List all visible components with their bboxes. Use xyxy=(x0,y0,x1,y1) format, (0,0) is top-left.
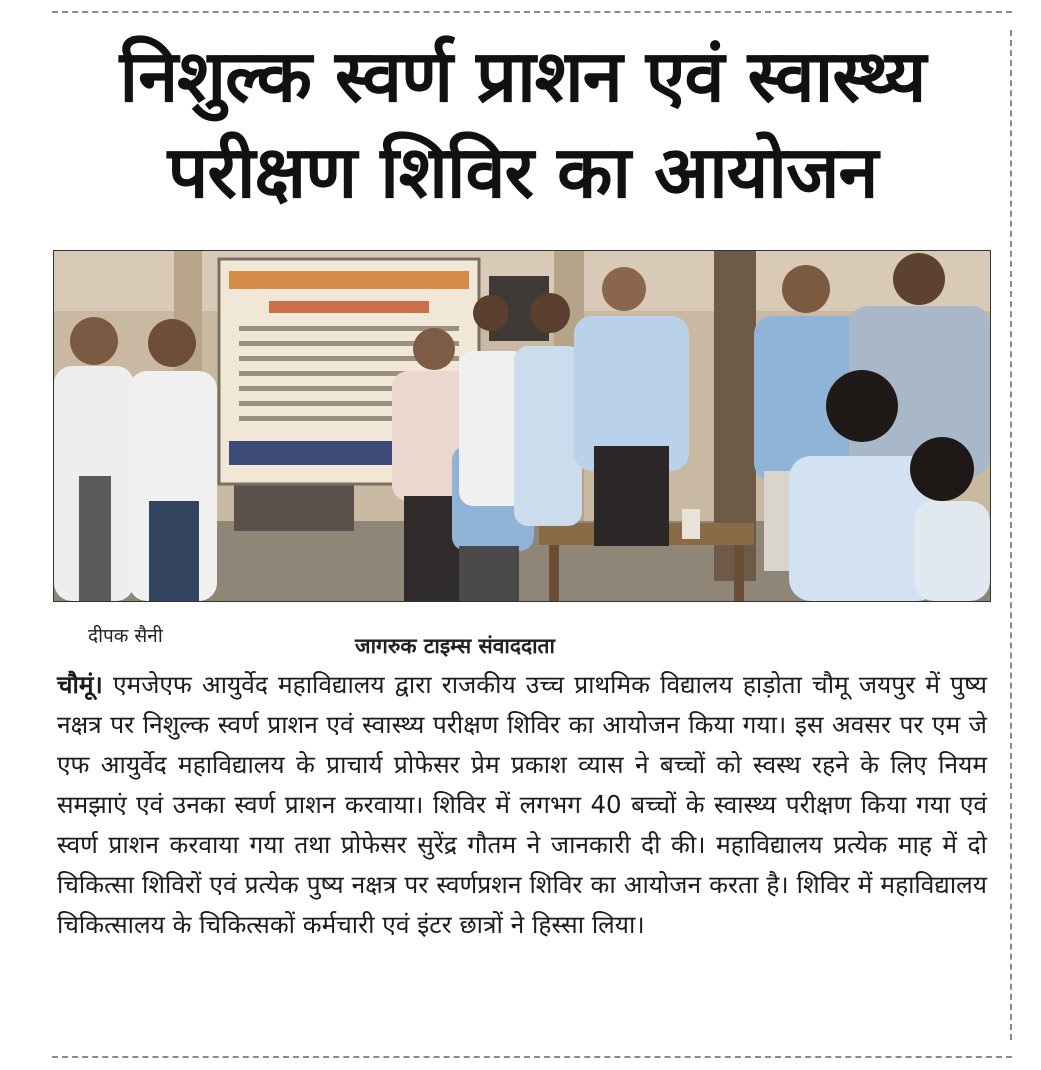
article-paragraph: एमजेएफ आयुर्वेद महाविद्यालय द्वारा राजकीय उच्च प्राथमिक विद्यालय हाड़ोता चौमू जयपुर में पुष्य नक्षत्र पर निशुल्क स्वर्ण प्राशन एवं स्वास्थ्य परीक्षण शिविर का आयोजन किया गया। इस अवसर पर एम जे एफ आयुर्वेद महाविद्यालय के प्राचार्य प्रोफेसर प्रेम प्रकाश व्यास ने बच्चों को स्वस्थ रहने के लिए नियम समझाएं एवं उनका स्वर्ण प्राशन करवाया। शिविर में लगभग 40 बच्चों के स्वास्थ्य परीक्षण किया गया एवं स्वर्ण प्राशन करवाया गया तथा प्रोफेसर सुरेंद्र गौतम ने जानकारी दी की। महाविद्यालय प्रत्येक माह में दो चिकित्सा शिविरों एवं प्रत्येक पुष्य नक्षत्र पर स्वर्णप्रशन शिविर का आयोजन करता है। शिविर में महाविद्यालय चिकित्सालय के चिकित्सकों कर्मचारी एवं इंटर छात्रों ने हिस्सा लिया। xyxy=(57,670,987,939)
news-photo xyxy=(53,250,991,602)
bottom-dashed-border xyxy=(52,1056,1012,1058)
article-dateline: चौमूं। xyxy=(57,670,103,699)
byline-author: दीपक सैनी xyxy=(88,625,163,647)
headline-line-2: परीक्षण शिविर का आयोजन xyxy=(167,130,878,214)
headline xyxy=(30,28,1015,220)
headline-line-1: निशुल्क स्वर्ण प्राशन एवं स्वास्थ्य xyxy=(119,34,926,118)
article-body xyxy=(57,665,987,945)
reporter-credit: जागरुक टाइम्स संवाददाता xyxy=(355,634,555,658)
photo-illustration xyxy=(54,251,990,601)
top-dashed-border xyxy=(52,11,1012,13)
